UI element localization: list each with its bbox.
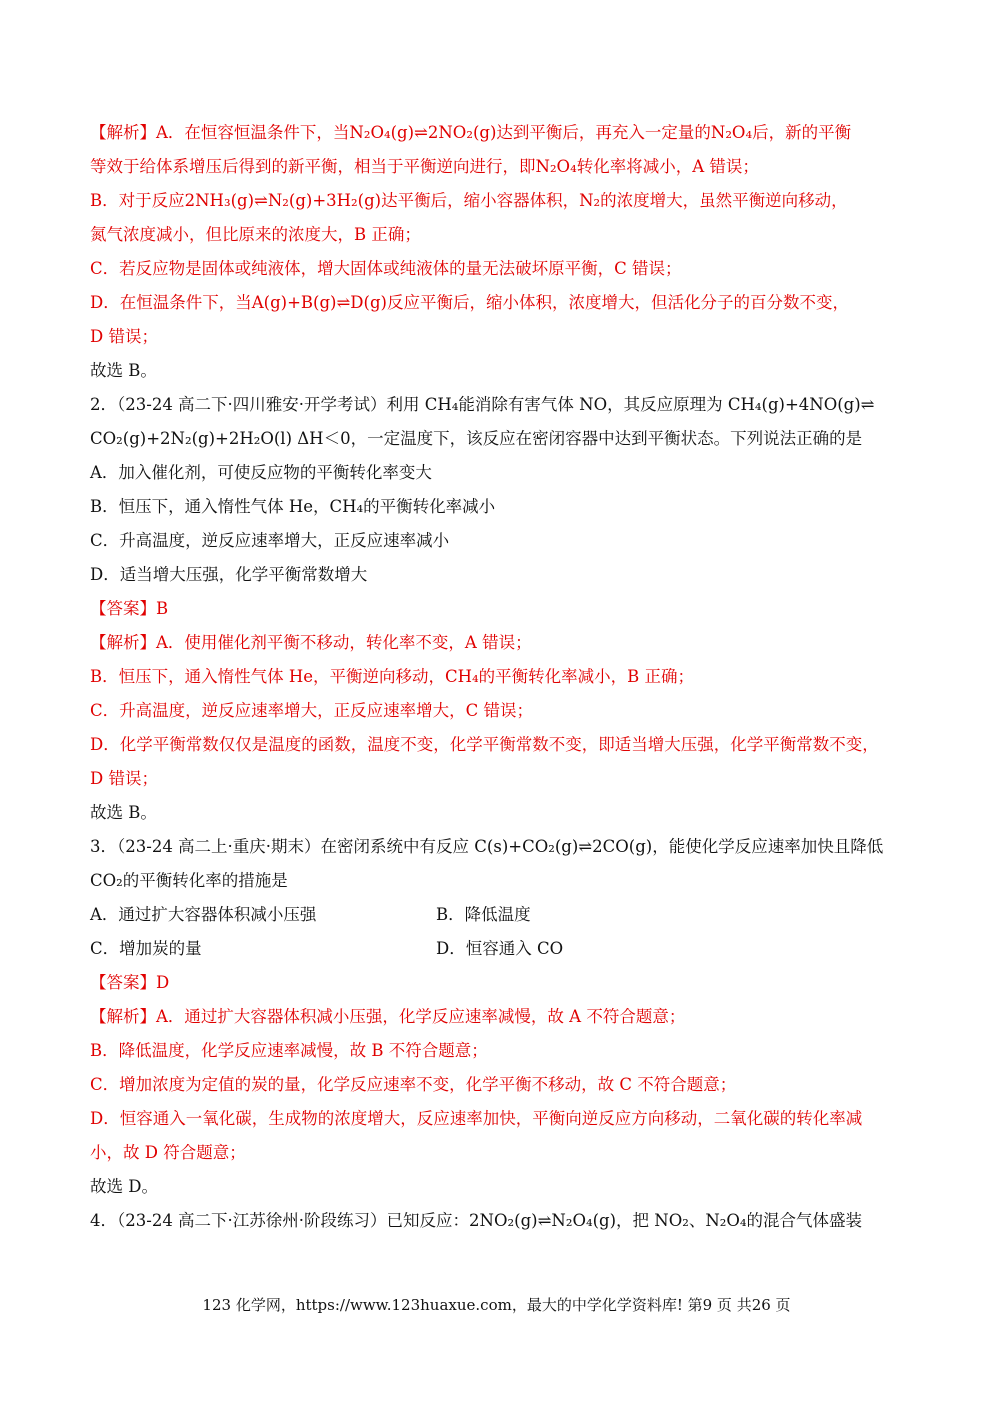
line-text: 等效于给体系增压后得到的新平衡，相当于平衡逆向进行，即N₂O₄转化率将减小，A 错误； [90,157,759,176]
line-text: D 错误； [90,769,158,788]
text-line [90,320,925,354]
line-text: B．对于反应2NH₃(g)⇌N₂(g)+3H₂(g)达平衡后，缩小容器体积，N₂的浓度增大，虽然平衡逆向移动， [90,191,848,210]
line-text: C．升高温度，逆反应速率增大，正反应速率减小 [90,531,450,550]
text-line [90,524,925,558]
text-line [90,796,925,830]
text-line [90,932,925,966]
line-text: 故选 B。 [90,803,157,822]
option-text: D．恒容通入 CO [436,939,564,958]
text-line [90,626,925,660]
text-line [90,150,925,184]
line-text: 【解析】A．通过扩大容器体积减小压强，化学反应速率减慢，故 A 不符合题意； [90,1007,686,1026]
line-text: 【解析】A．使用催化剂平衡不移动，转化率不变，A 错误； [90,633,532,652]
line-text: 2．（23-24 高二下·四川雅安·开学考试）利用 CH₄能消除有害气体 NO，其反应原理为 CH₄(g)+4NO(g)⇌ [90,395,875,414]
text-line [90,898,925,932]
text-line [90,1034,925,1068]
text-line [90,116,925,150]
line-text: D．适当增大压强，化学平衡常数增大 [90,565,368,584]
text-line [90,728,925,762]
line-text: D．化学平衡常数仅仅是温度的函数，温度不变，化学平衡常数不变，即适当增大压强，化学平衡常数不变， [90,735,879,754]
line-text: 故选 B。 [90,361,157,380]
text-line [90,1204,925,1238]
line-text: A．加入催化剂，可使反应物的平衡转化率变大 [90,463,432,482]
line-text: 4．（23-24 高二下·江苏徐州·阶段练习）已知反应：2NO₂(g)⇌N₂O₄(g)，把 NO₂、N₂O₄的混合气体盛装 [90,1211,863,1230]
text-line [90,354,925,388]
text-line [90,558,925,592]
page-footer: 123 化学网，https://www.123huaxue.com，最大的中学化学资料库! 第9 页 共26 页 [202,1296,791,1314]
text-line [90,286,925,320]
line-text: 【解析】A．在恒容恒温条件下，当N₂O₄(g)⇌2NO₂(g)达到平衡后，再充入一定量的N₂O₄后，新的平衡 [90,123,852,142]
text-line [90,1170,925,1204]
line-text: CO₂(g)+2N₂(g)+2H₂O(l) ΔH＜0，一定温度下，该反应在密闭容器中达到平衡状态。下列说法正确的是 [90,429,863,448]
option-text: B．降低温度 [436,905,531,924]
text-line [90,388,925,422]
line-text: 3．（23-24 高二上·重庆·期末）在密闭系统中有反应 C(s)+CO₂(g)⇌2CO(g)，能使化学反应速率加快且降低 [90,837,884,856]
line-text: C．若反应物是固体或纯液体，增大固体或纯液体的量无法破坏原平衡，C 错误； [90,259,682,278]
text-line [90,864,925,898]
text-line [90,252,925,286]
line-text: D．恒容通入一氧化碳，生成物的浓度增大，反应速率加快，平衡向逆反应方向移动，二氧化碳的转化率减 [90,1109,863,1128]
line-text: 氮气浓度减小，但比原来的浓度大，B 正确； [90,225,421,244]
line-text: B．恒压下，通入惰性气体 He，CH₄的平衡转化率减小 [90,497,496,516]
line-text: B．降低温度，化学反应速率减慢，故 B 不符合题意； [90,1041,488,1060]
text-line [90,422,925,456]
text-line [90,1068,925,1102]
text-line [90,694,925,728]
text-line [90,1136,925,1170]
line-text: C．升高温度，逆反应速率增大，正反应速率增大，C 错误； [90,701,533,720]
line-text: B．恒压下，通入惰性气体 He，平衡逆向移动，CH₄的平衡转化率减小，B 正确； [90,667,695,686]
text-line [90,660,925,694]
line-text: D 错误； [90,327,158,346]
line-text: 【答案】B [90,599,169,618]
line-text: C．增加浓度为定值的炭的量，化学反应速率不变，化学平衡不移动，故 C 不符合题意； [90,1075,737,1094]
line-text: 小，故 D 符合题意； [90,1143,246,1162]
line-text: 故选 D。 [90,1177,158,1196]
text-line [90,762,925,796]
line-text: 【答案】D [90,973,170,992]
line-text: D．在恒温条件下，当A(g)+B(g)⇌D(g)反应平衡后，缩小体积，浓度增大，但活化分子的百分数不变， [90,293,849,312]
text-line [90,966,925,1000]
text-line [90,490,925,524]
text-line [90,184,925,218]
line-text: A．通过扩大容器体积减小压强 [90,905,317,924]
text-line [90,456,925,490]
text-line [90,1102,925,1136]
text-line [90,592,925,626]
text-line [90,1000,925,1034]
document-body [90,116,925,1238]
line-text: C．增加炭的量 [90,939,202,958]
text-line [90,830,925,864]
line-text: CO₂的平衡转化率的措施是 [90,871,288,890]
text-line [90,218,925,252]
